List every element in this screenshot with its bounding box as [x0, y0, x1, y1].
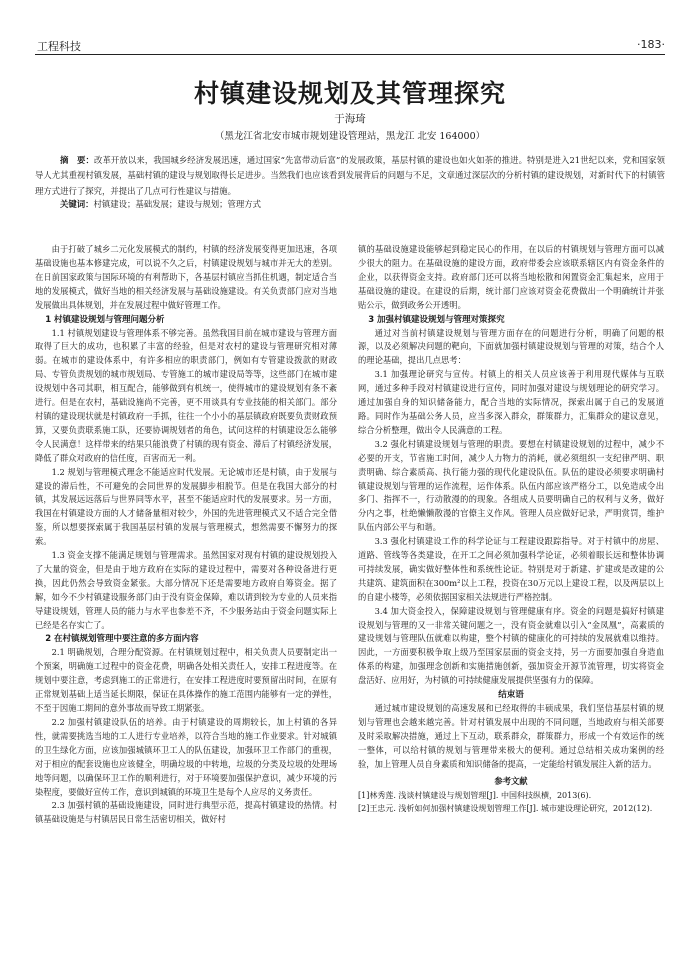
abstract-label: 摘 要： — [60, 155, 94, 165]
section-heading: 2 在村镇规划管理中要注意的多方面内容 — [45, 634, 199, 645]
body-paragraph: 2.3 加强村镇的基础设施建设，同时进行典型示范，提高村镇建设的热情。村镇基础设施是与村镇居民日常生活密切相关，做好村 — [35, 800, 337, 825]
body-paragraph: 2.2 加强村镇建设队伍的培养。由于村镇建设的周期较长，加上村镇的各异性，就需要挑选当地的工人进行专业培养，以符合当地的施工作业要求。针对城镇的卫生绿化方面，应该加强城镇环卫工人的队伍建设，加强环卫工作部门的重视，对于相应的配套设施也应该健全，明确垃圾的中转地，垃圾的分类及垃圾的处理场地等问题，以确保环卫工作的顺利进行，对于环境要加强保护意识，减少环境的污染程度，要做好宣传工作，意识到城镇的环境卫生是每个人应尽的义务责任。 — [35, 717, 337, 797]
keywords — [60, 197, 665, 212]
author-affiliation: （黑龙江省北安市城市规划建设管理站，黑龙江 北安 164000） — [214, 131, 486, 142]
body-paragraph: 3.2 强化村镇建设规划与管理的职责。要想在村镇建设规划的过程中，减少不必要的开支，节省施工时间，减少人力物力的消耗，就必须组织一支纪律严明、职责明确、综合素质高、执行能力强的现代化建设队伍。队伍的建设必须要求明确村镇建设规划与管理的运作流程，运作体系。队伍内部应该严格分工，以免造成令出多门、指挥不一，行动散漫的的现象。各组成人员要明确自己的权利与义务，做好分内之事，杜绝懒懒散漫的官僚主义作风。管理人员应做好记录，严明赏罚，维护队伍内部公平与和谐。 — [358, 438, 664, 533]
body-paragraph: 1.1 村镇规划建设与管理体系不够完善。虽然我国目前在城市建设与管理方面取得了巨大的成功，也积累了丰富的经验，但是对农村的建设与管理研究相对薄弱。在城市的建设体系中，有许多相应的职责部门，例如有专管建设拨款的财政局、专管负责规划的城市规划局、专管施工的城市建设局等等，这些部门在城市建设规划中各司其职，相互配合，能够做到有机统一，使得城市的建设规划有条不紊进行。但是在农村，基础设施尚不完善，更不用谈具有专业技能的相关部门。部分村镇的建设现状就是村镇政府一手抓，往往一个小小的基层镇政府既要负责财政预算，又要负责联系施工队，还要协调规划者的角色，试问这样的村镇建设怎么能够令人民满意！这样带来的结果只能浪费了村镇的现有资金、滞后了村镇经济发展，降低了群众对政府的信任度，百害而无一利。 — [35, 327, 337, 463]
reference-item: [2]王忠元. 浅析如何加强村镇建设规划管理工作[J]. 城市建设理论研究，2012(12). — [358, 803, 653, 813]
body-paragraph: 1.2 规划与管理模式理念不能适应时代发展。无论城市还是村镇，由于发展与建设的滞后性，不可避免的会同世界的发展脚步相脱节。但是在我国大部分的村镇，其发展远远落后与世界同等水平，甚至不能适应时代的发展要求。另一方面，我国在村镇建设方面的人才储备量相对较少，外国的先进管理模式又不适合完全借鉴，所以想要探索属于我国基层村镇的发展与管理模式，想然需要不懈努力的探索。 — [35, 466, 337, 547]
section-heading: 3 加强村镇建设规划与管理对策探究 — [368, 314, 505, 325]
body-paragraph: 1.3 资金支撑不能满足规划与管理需求。虽然国家对现有村镇的建设规划投入了大量的资金，但是由于地方政府在实际的建设过程中，需要对各种设备进行更换，因此仍然会导致资金紧张。大部分情况下还是需要地方政府自筹资金。据了解，如今不少村镇建设服务部门由于没有资金保障，难以请到较为专业的人员来指导建设规划，管理人员的能力与水平也参差不齐，不少服务站由于资金问题实际上已经是名存实亡了。 — [35, 550, 337, 630]
keywords-text: 村镇建设；基础发展；建设与规划；管理方式 — [93, 199, 261, 209]
keywords-label: 关键词： — [60, 199, 94, 209]
running-header — [35, 36, 665, 55]
page-number: ·183· — [637, 38, 665, 51]
abstract — [35, 153, 665, 199]
journal-name: 工程科技 — [37, 40, 81, 53]
reference-item: [1]林秀莲. 浅谈村镇建设与规划管理[J]. 中国科技纵横，2013(6). — [358, 790, 592, 800]
references-title: 参考文献 — [494, 775, 528, 786]
body-paragraph: 镇的基础设施建设能够起到稳定民心的作用，在以后的村镇规划与管理方面可以减少很大的阻力。在基础设施的建设方面，政府带委会应该联系辖区内有资金条件的企业，以获得资金支持。政府部门还可以将当地松散和闲置资金汇集起来，应用于基础设施的建设。在建设的后期，统计部门应该对资金花费做出一个明确统计并张贴公示，做到政务公开透明。 — [358, 244, 664, 310]
right-column — [358, 243, 664, 815]
body-paragraph: 由于打破了城乡二元化发展模式的制约，村镇的经济发展变得更加迅速，各项基础设施也基本修建完成，可以说不久之后，村镇建设规划与城市并无大的差别。在日前国家政策与国际环境的有利帮助下，各基层村镇应当抓住机遇，制定适合当地的发展模式，做好当地的相关经济发展与基础设施建设。有关负责部门应对当地发展做出具体规划，并在发展过程中做好管理工作。 — [35, 244, 337, 310]
body-paragraph: 通过对当前村镇建设规划与管理方面存在的问题进行分析，明确了问题的根源，以及必须解决问题的靶向，下面就加强村镇建设规划与管理的对策，结合个人的理论基础，提出几点思考： — [358, 327, 664, 366]
body-paragraph: 2.1 明确规划，合理分配资源。在村镇规划过程中，相关负责人员要制定出一个预案，明确施工过程中的资金花费，明确各处相关责任人，安排工程进度等。在规划中要注意，考虑到施工的正常进行，在安排工程进度时要预留出时间，在原有正常规划基础上适当延长期限，保证在具体操作的施工范围内能够有一定的弹性，不至于因施工期间的意外事故而导致工期紧张。 — [35, 647, 337, 714]
body-paragraph: 3.1 加强理论研究与宣传。村镇上的相关人员应该善于利用现代媒体与互联网，通过多种手段对村镇建设进行宣传，同时加强对建设与规划理论的研究学习。通过加强自身的知识储备能力，配合当地的实际情况，探索出属于自己的发展道路。同时作为基础公务人员，应当多深入群众，群策群力，汇集群众的建议意见，综合分析整理，做出令人民满意的工程。 — [358, 369, 664, 435]
body-paragraph: 3.4 加大资金投入，保障建设规划与管理健康有序。资金的问题是搞好村镇建设规划与管理的又一非常关键问题之一，没有资金就难以引入“金凤凰”，高素质的建设规划与管理队伍就难以构建，整个村镇的健康化的可持续的发展就难以维持。因此，一方面要积极争取上级乃至国家层面的资金支持，另一方面要加强自身造血体系的构建，加强理念创新和实施措施创新，强加资金开源节流管理，切实将资金盘活好、应用好，为村镇的可持续健康发展提供坚强有力的保障。 — [358, 605, 664, 686]
section-heading: 结束语 — [498, 690, 524, 701]
article-title: 村镇建设规划及其管理探究 — [193, 79, 506, 108]
left-column — [35, 243, 337, 827]
abstract-text: 改革开放以来，我国城乡经济发展迅速，通过国家“先富带动后富”的发展政策，基层村镇的建设也如火如荼的推进。特别是进入21世纪以来，党和国家领导人尤其重视村镇发展，基础村镇的建设与规划取得长足进步。当然我们也应该看到发展背后的问题与不足，文章通过深层次的分析村镇的建设规划，对新时代下的村镇管理方式进行了探究，并提出了几点可行性建议与措施。 — [35, 155, 666, 196]
section-heading: 1 村镇建设规划与管理问题分析 — [45, 314, 165, 325]
body-paragraph: 3.3 强化村镇建设工作的科学论证与工程建设跟踪指导。对于村镇中的房屋、道路、管线等各类建设，在开工之间必须加强科学论证，必须着眼长远和整体协调可持续发展，确实做好整体性和系统性论证。特别是对于新建、扩建或是改建的公共建筑、建筑面积在300m²以上工程，投资在30万元以上建设工程，以及两层以上的自建小楼等，必须依据国家相关法规进行严格控制。 — [358, 536, 664, 602]
author-name: 于海琦 — [334, 113, 366, 125]
body-paragraph: 通过城市建设规划的高速发展和已经取得的丰硕成果，我们坚信基层村镇的规划与管理也会越来越完善。针对村镇发展中出现的不同问题，当地政府与相关部要及时采取解决措施，通过上下互动，联系群众，群策群力，形成一个有效运作的统一整体，可以给村镇的规划与管理带来极大的便利。通过总结相关成功案例的经验，加上管理人员自身素质和知识储备的提高，一定能给村镇发展注入新的活力。 — [358, 703, 664, 769]
